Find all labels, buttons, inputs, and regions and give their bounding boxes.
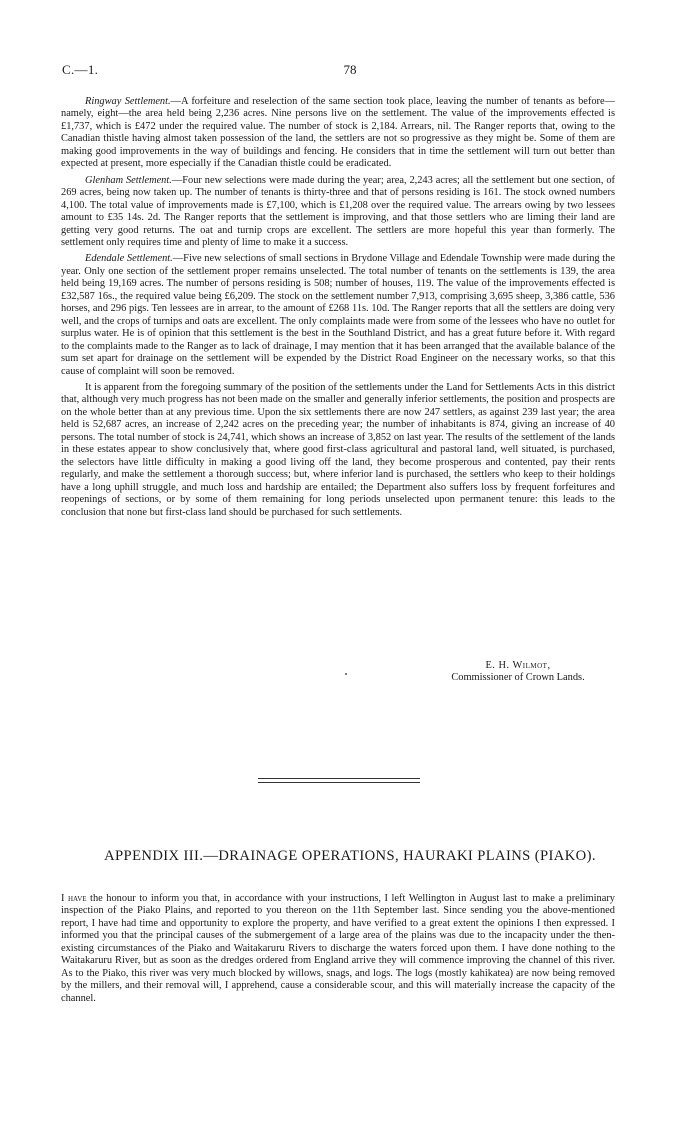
section-divider-bottom	[258, 782, 420, 783]
paragraph-edendale	[61, 253, 615, 378]
section-heading-ringway: Ringway Settlement.	[85, 96, 171, 107]
paragraph-glenham	[61, 175, 615, 250]
page-number: 78	[343, 62, 357, 77]
section-divider-top	[258, 778, 420, 779]
paragraph-conclusion	[61, 382, 615, 519]
signatory-title: Commissioner of Crown Lands.	[451, 672, 585, 684]
appendix-body	[61, 893, 615, 1005]
signatory-name: E. H. Wilmot,	[485, 660, 551, 671]
paragraph-text: the honour to inform you that, in accordance with your instructions, I left Wellington in August last to make a preliminary inspection of the Piako Plains, and reported to you thereon on the 11th September last. Since sending you the above-mentioned report, I have had time and opportunity to explore the property, and have verified to a great extent the opinions I then expressed. I informed you that the principal causes of the submergement of a large area of the plains was due to the incapacity under the then-existing circumstances of the Piako and Waitakaruru Rivers to discharge the waters forced upon them. I have done nothing to the Waitakaruru River, but as soon as the dredges ordered from England arrive they will commence improving the channel of this river. As to the Piako, this river was very much blocked by willows, snags, and logs. The logs (mostly kahikatea) are now being removed by the millers, and their removal will, I apprehend, cause a considerable scour, and this will materially increase the capacity of the channel.	[61, 893, 615, 1004]
appendix-title: APPENDIX III.—DRAINAGE OPERATIONS, HAURAKI PLAINS (PIAKO).	[104, 848, 596, 864]
settlements-report-body	[61, 96, 615, 519]
stray-mark	[345, 673, 347, 675]
section-heading-edendale: Edendale Settlement.	[85, 253, 173, 265]
paragraph-text: —Four new selections were made during the year; area, 2,243 acres; all the settlement but one section, of 269 acres, being now taken up. The number of tenants is thirty-three and that of persons residing is 161. The stock owned numbers 4,100. The total value of improvements made is £7,100, which is £1,208 over the required value. The arrears owing by two lessees amount to £35 14s. 2d. The Ranger reports that the settlement is improving, and that those settlers who are liming their land are getting very good returns. The oat and turnip crops are excellent. The settlers are more hopeful this year than formerly. The settlement only requires time and plenty of lime to make it a success.	[61, 174, 615, 248]
appendix-paragraph	[61, 893, 615, 1005]
opening-words: I have	[61, 893, 87, 904]
signature-block	[425, 660, 611, 685]
paragraph-text: It is apparent from the foregoing summary of the position of the settlements under the Land for Settlements Acts in this district that, although very much progress has not been made on the smaller and generally inferior settlements, the position and prospects are on the whole better than at any previous time. Upon the six settlements there are now 247 settlers, as against 239 last year; the area held is 52,687 acres, an increase of 2,242 acres on the preceding year; the number of inhabitants is 874, giving an increase of 40 persons. The total number of stock is 24,741, which shows an increase of 3,852 on last year. The results of the settlement of the lands in these estates appear to show conclusively that, where good first-class agricultural and pastoral land, well situated, is purchased, the selectors have little difficulty in making a good living off the land, they become prosperous and contented, pay their rents regularly, and make the settlement a thorough success; but, where inferior land is purchased, the settlers who keep to their holdings have a long uphill struggle, and much loss and hardship are entailed; the Department also suffers loss by frequent forfeitures and reopenings of sections, or by some of them remaining for long periods unselected upon permanent tenure: this leads to the conclusion that none but first-class land should be purchased for such settlements.	[61, 381, 615, 518]
paragraph-text: —A forfeiture and reselection of the same section took place, leaving the number of tenants as before—namely, eight—the area held being 2,236 acres. Nine persons live on the settlement. The value of the improvements effected is £1,737, which is £472 under the required value. The number of stock is 2,184. Arrears, nil. The Ranger reports that, owing to the Canadian thistle having almost taken possession of the land, the settlers are not so progressive as they might be. Some of them are making good improvements in the way of buildings and fencing. He considers that in time the settlement will turn out better than expected at present, more especially if the Canadian thistle could be eradicated.	[61, 96, 616, 170]
document-reference: C.—1.	[62, 62, 99, 77]
paragraph-text: —Five new selections of small sections in Brydone Village and Edendale Township were made during the year. Only one section of the settlement proper remains unselected. The total number of tenants on the settlements is 139, the area held being 19,169 acres. The number of persons residing is 508; number of houses, 119. The value of the improvements effected is £32,587 16s., the required value being £6,209. The stock on the settlement number 7,913, comprising 3,695 sheep, 3,386 cattle, 536 horses, and 296 pigs. Ten lessees are in arrear, to the amount of £268 11s. 10d. The Ranger reports that all the settlers are doing very well, and the crops of turnips and oats are excellent. The only complaints made were from some of the lessees who have no outlet for surplus water. He is of opinion that this settlement is the best in the Southland District, and has a great future before it. With regard to the complaints made to the Ranger as to lack of drainage, I may mention that it has been arranged that the available balance of the sum set apart for drainage on the settlement will be expended by the District Road Engineer on the necessary works, so that this cause of complaint will soon be removed.	[61, 253, 615, 377]
section-heading-glenham: Glenham Settlement.	[85, 174, 172, 186]
paragraph-ringway	[61, 96, 615, 171]
